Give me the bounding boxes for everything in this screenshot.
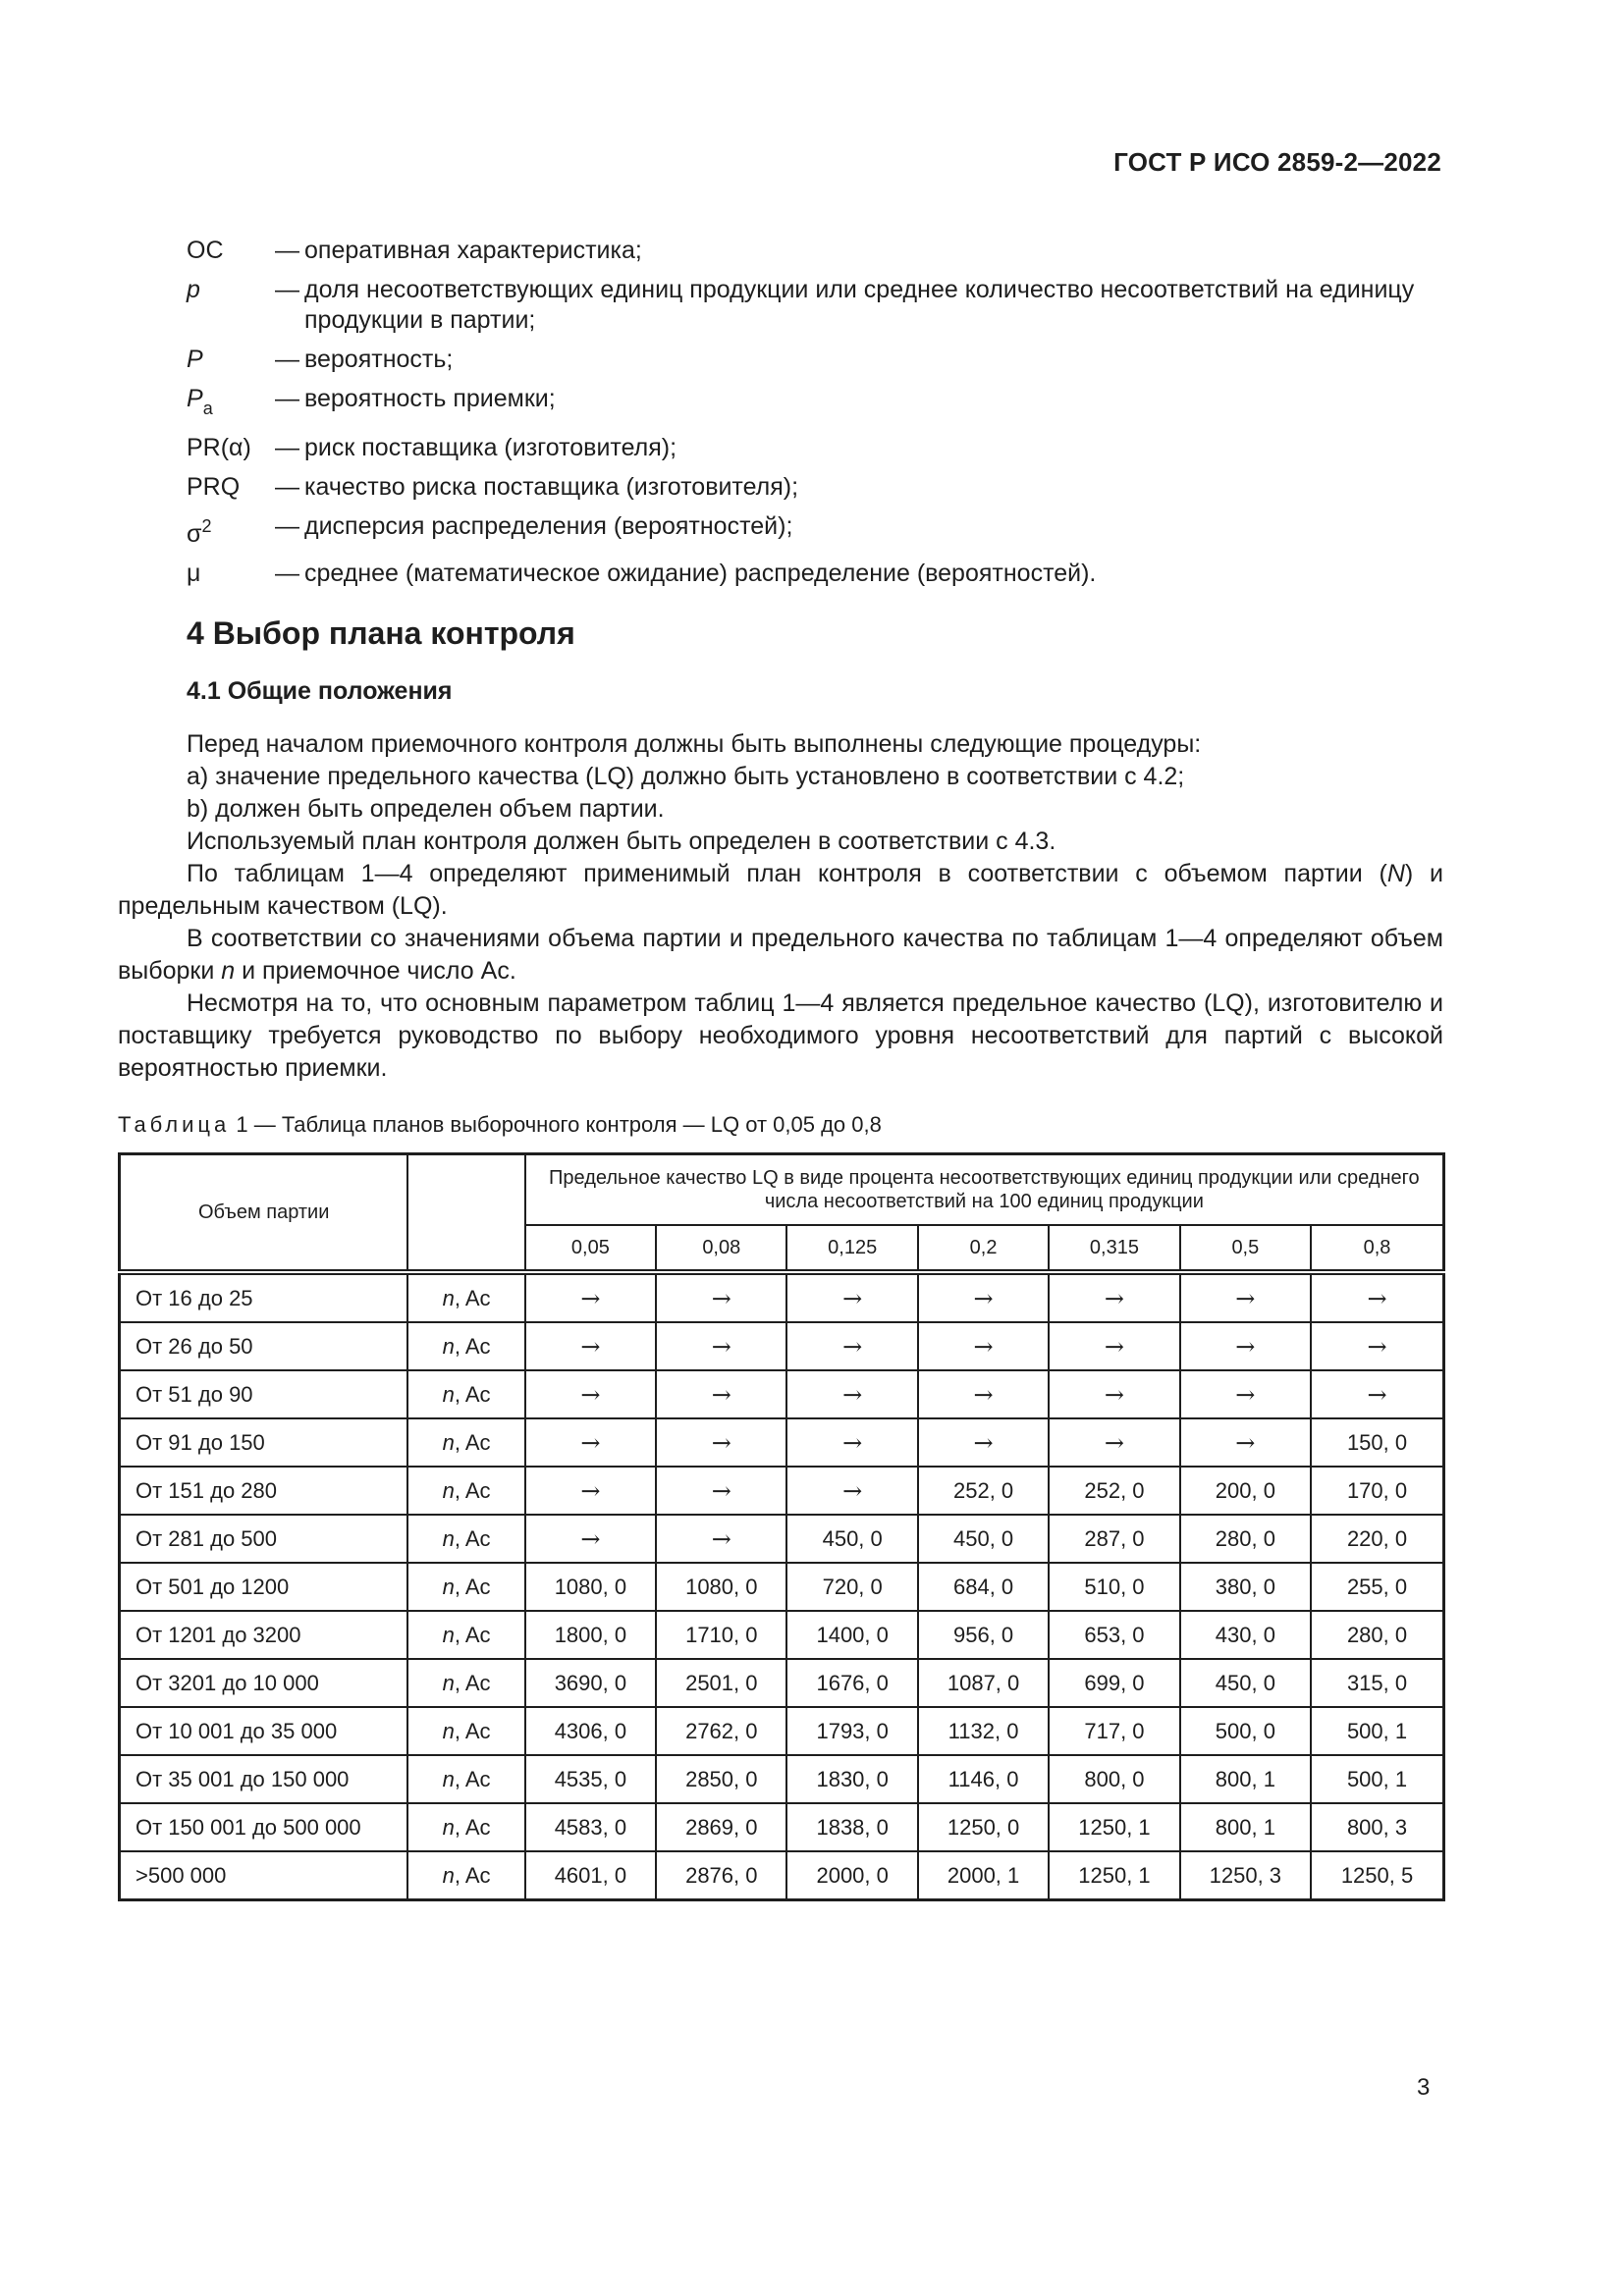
plan-value-cell: 4535, 0	[525, 1755, 656, 1803]
abbreviation-item	[187, 345, 1443, 375]
abbreviation-definition: вероятность приемки;	[304, 385, 556, 412]
subsection-heading: 4.1 Общие положения	[187, 677, 453, 705]
abbreviation-definition: доля несоответствующих единиц продукции или среднее количество несоответствий на единицу продукции в партии;	[304, 276, 1415, 334]
section-heading: 4 Выбор плана контроля	[187, 615, 575, 651]
arrow-right-icon: →	[1049, 1418, 1179, 1467]
section-body	[118, 728, 1443, 1085]
plan-value-cell: 4583, 0	[525, 1803, 656, 1851]
abbreviation-dash: —	[275, 346, 299, 373]
param-rest: , Ac	[454, 1622, 491, 1647]
header-lq-value: 0,8	[1311, 1225, 1443, 1272]
arrow-right-icon: →	[1180, 1370, 1311, 1418]
text-run: По таблицам 1—4 определяют применимый план контроля в соответствии с объемом партии (	[187, 860, 1387, 887]
param-variable: n	[442, 1814, 455, 1840]
plan-value-cell: 430, 0	[1180, 1611, 1311, 1659]
plan-value-cell: 1087, 0	[918, 1659, 1049, 1707]
arrow-right-icon: →	[1049, 1322, 1179, 1370]
arrow-right-icon: →	[656, 1370, 786, 1418]
lot-size-cell: От 16 до 25	[120, 1272, 408, 1322]
param-variable: n	[442, 1670, 455, 1695]
param-cell	[407, 1803, 524, 1851]
arrow-right-icon: →	[656, 1322, 786, 1370]
arrow-right-icon: →	[1180, 1418, 1311, 1467]
abbreviation-symbol: P	[187, 346, 203, 373]
param-cell	[407, 1322, 524, 1370]
param-variable: n	[442, 1477, 455, 1503]
lot-size-cell: От 51 до 90	[120, 1370, 408, 1418]
plan-value-cell: 315, 0	[1311, 1659, 1443, 1707]
plan-value-cell: 450, 0	[786, 1515, 917, 1563]
abbreviation-item	[187, 275, 1443, 336]
abbreviation-dash: —	[275, 512, 299, 540]
table-row	[120, 1659, 1444, 1707]
table-row	[120, 1515, 1444, 1563]
param-cell	[407, 1563, 524, 1611]
header-lq-value: 0,08	[656, 1225, 786, 1272]
plan-value-cell: 200, 0	[1180, 1467, 1311, 1515]
param-rest: , Ac	[454, 1381, 491, 1407]
abbreviation-dash: —	[275, 276, 299, 303]
param-variable: n	[442, 1718, 455, 1743]
header-lq-value: 0,125	[786, 1225, 917, 1272]
param-cell	[407, 1467, 524, 1515]
arrow-right-icon: →	[918, 1370, 1049, 1418]
plan-value-cell: 1132, 0	[918, 1707, 1049, 1755]
plan-value-cell: 220, 0	[1311, 1515, 1443, 1563]
table-row	[120, 1272, 1444, 1322]
plan-value-cell: 800, 1	[1180, 1755, 1311, 1803]
abbreviation-dash: —	[275, 473, 299, 501]
plan-value-cell: 252, 0	[918, 1467, 1049, 1515]
table-row	[120, 1563, 1444, 1611]
arrow-right-icon: →	[1311, 1272, 1443, 1322]
arrow-right-icon: →	[786, 1322, 917, 1370]
paragraph: Несмотря на то, что основным параметром таблиц 1—4 является предельное качество (LQ), изготовителю и поставщику требуется руководство по выбору необходимого уровня несоответствий для партий с высокой вероятностью приемки.	[118, 989, 1443, 1082]
paragraph: Используемый план контроля должен быть определен в соответствии с 4.3.	[187, 828, 1056, 855]
param-rest: , Ac	[454, 1285, 491, 1310]
plan-value-cell: 1250, 0	[918, 1803, 1049, 1851]
header-lq-group: Предельное качество LQ в виде процента несоответствующих единиц продукции или среднего числа несоответствий на 100 единиц продукции	[525, 1154, 1444, 1226]
abbreviation-item	[187, 384, 1443, 424]
abbreviation-definition: качество риска поставщика (изготовителя);	[304, 473, 799, 501]
param-rest: , Ac	[454, 1718, 491, 1743]
plan-value-cell: 280, 0	[1180, 1515, 1311, 1563]
plan-value-cell: 500, 1	[1311, 1707, 1443, 1755]
table-row	[120, 1418, 1444, 1467]
param-cell	[407, 1659, 524, 1707]
param-rest: , Ac	[454, 1670, 491, 1695]
abbreviation-item	[187, 511, 1443, 550]
plan-value-cell: 510, 0	[1049, 1563, 1179, 1611]
table-row	[120, 1611, 1444, 1659]
list-item-a: a) значение предельного качества (LQ) должно быть установлено в соответствии с 4.2;	[187, 763, 1185, 790]
header-lq-value: 0,2	[918, 1225, 1049, 1272]
param-rest: , Ac	[454, 1862, 491, 1888]
abbreviation-item	[187, 236, 1443, 266]
plan-value-cell: 2850, 0	[656, 1755, 786, 1803]
param-cell	[407, 1515, 524, 1563]
header-param-blank	[407, 1154, 524, 1273]
arrow-right-icon: →	[786, 1467, 917, 1515]
plan-value-cell: 1250, 3	[1180, 1851, 1311, 1900]
table-row	[120, 1322, 1444, 1370]
plan-value-cell: 1710, 0	[656, 1611, 786, 1659]
plan-value-cell: 150, 0	[1311, 1418, 1443, 1467]
param-variable: n	[442, 1333, 455, 1359]
plan-value-cell: 2762, 0	[656, 1707, 786, 1755]
arrow-right-icon: →	[656, 1418, 786, 1467]
abbreviation-item	[187, 472, 1443, 503]
abbreviation-symbol: p	[187, 276, 200, 303]
param-variable: n	[442, 1622, 455, 1647]
header-lq-value: 0,5	[1180, 1225, 1311, 1272]
paragraph: Перед началом приемочного контроля должны быть выполнены следующие процедуры:	[187, 730, 1202, 758]
abbreviation-symbol	[187, 511, 275, 550]
arrow-right-icon: →	[1311, 1370, 1443, 1418]
param-rest: , Ac	[454, 1814, 491, 1840]
param-rest: , Ac	[454, 1766, 491, 1791]
abbreviation-symbol	[187, 384, 275, 424]
plan-value-cell: 1080, 0	[525, 1563, 656, 1611]
plan-value-cell: 653, 0	[1049, 1611, 1179, 1659]
param-cell	[407, 1272, 524, 1322]
abbreviation-symbol: PRQ	[187, 473, 241, 501]
plan-value-cell: 450, 0	[1180, 1659, 1311, 1707]
plan-value-cell: 4601, 0	[525, 1851, 656, 1900]
plan-value-cell: 1830, 0	[786, 1755, 917, 1803]
abbreviation-definition: риск поставщика (изготовителя);	[304, 434, 677, 461]
abbreviation-symbol: μ	[187, 560, 201, 587]
symbol-superscript: 2	[201, 516, 212, 536]
table-row	[120, 1707, 1444, 1755]
plan-value-cell: 287, 0	[1049, 1515, 1179, 1563]
abbreviation-item	[187, 433, 1443, 463]
plan-value-cell: 3690, 0	[525, 1659, 656, 1707]
variable: N	[1386, 860, 1405, 887]
list-item-b: b) должен быть определен объем партии.	[187, 795, 665, 823]
arrow-right-icon: →	[918, 1322, 1049, 1370]
plan-value-cell: 800, 0	[1049, 1755, 1179, 1803]
symbol-base: σ	[187, 520, 202, 548]
table-caption-text: 1 — Таблица планов выборочного контроля — LQ от 0,05 до 0,8	[230, 1112, 882, 1137]
plan-value-cell: 800, 3	[1311, 1803, 1443, 1851]
text-run: В соответствии со значениями объема партии и предельного качества по таблицам 1—4 определяют объем выборки	[118, 925, 1443, 985]
table-caption-label: Таблица	[118, 1112, 231, 1137]
arrow-right-icon: →	[525, 1272, 656, 1322]
abbreviation-dash: —	[275, 237, 299, 264]
param-rest: , Ac	[454, 1525, 491, 1551]
arrow-right-icon: →	[525, 1515, 656, 1563]
param-variable: n	[442, 1766, 455, 1791]
param-rest: , Ac	[454, 1429, 491, 1455]
abbreviation-list	[187, 236, 1443, 598]
param-cell	[407, 1611, 524, 1659]
param-variable: n	[442, 1574, 455, 1599]
plan-value-cell: 684, 0	[918, 1563, 1049, 1611]
arrow-right-icon: →	[656, 1467, 786, 1515]
arrow-right-icon: →	[786, 1272, 917, 1322]
plan-value-cell: 500, 0	[1180, 1707, 1311, 1755]
text-run: ) и предельным качеством (LQ).	[118, 860, 1443, 920]
table-row	[120, 1370, 1444, 1418]
plan-value-cell: 800, 1	[1180, 1803, 1311, 1851]
arrow-right-icon: →	[1180, 1322, 1311, 1370]
abbreviation-definition: дисперсия распределения (вероятностей);	[304, 512, 793, 540]
param-rest: , Ac	[454, 1477, 491, 1503]
param-cell	[407, 1755, 524, 1803]
arrow-right-icon: →	[656, 1515, 786, 1563]
lot-size-cell: От 3201 до 10 000	[120, 1659, 408, 1707]
plan-value-cell: 699, 0	[1049, 1659, 1179, 1707]
plan-value-cell: 1146, 0	[918, 1755, 1049, 1803]
abbreviation-dash: —	[275, 560, 299, 587]
arrow-right-icon: →	[525, 1467, 656, 1515]
table-row	[120, 1467, 1444, 1515]
lot-size-cell: От 151 до 280	[120, 1467, 408, 1515]
abbreviation-definition: вероятность;	[304, 346, 454, 373]
plan-value-cell: 252, 0	[1049, 1467, 1179, 1515]
lot-size-cell: >500 000	[120, 1851, 408, 1900]
abbreviation-dash: —	[275, 385, 299, 412]
arrow-right-icon: →	[1311, 1322, 1443, 1370]
arrow-right-icon: →	[786, 1370, 917, 1418]
abbreviation-definition: среднее (математическое ожидание) распределение (вероятностей).	[304, 560, 1097, 587]
paragraph	[118, 858, 1443, 923]
param-rest: , Ac	[454, 1574, 491, 1599]
plan-value-cell: 1676, 0	[786, 1659, 917, 1707]
plan-value-cell: 280, 0	[1311, 1611, 1443, 1659]
header-lot-size: Объем партии	[120, 1154, 408, 1273]
lot-size-cell: От 26 до 50	[120, 1322, 408, 1370]
plan-value-cell: 956, 0	[918, 1611, 1049, 1659]
param-variable: n	[442, 1429, 455, 1455]
plan-value-cell: 1250, 5	[1311, 1851, 1443, 1900]
abbreviation-symbol: OC	[187, 237, 224, 264]
sampling-plan-table	[118, 1152, 1445, 1901]
arrow-right-icon: →	[918, 1272, 1049, 1322]
arrow-right-icon: →	[786, 1418, 917, 1467]
param-cell	[407, 1418, 524, 1467]
plan-value-cell: 4306, 0	[525, 1707, 656, 1755]
plan-value-cell: 2876, 0	[656, 1851, 786, 1900]
arrow-right-icon: →	[525, 1322, 656, 1370]
arrow-right-icon: →	[656, 1272, 786, 1322]
plan-value-cell: 1250, 1	[1049, 1851, 1179, 1900]
variable: n	[221, 957, 236, 985]
abbreviation-dash: —	[275, 434, 299, 461]
plan-value-cell: 720, 0	[786, 1563, 917, 1611]
lot-size-cell: От 150 001 до 500 000	[120, 1803, 408, 1851]
arrow-right-icon: →	[1049, 1272, 1179, 1322]
lot-size-cell: От 91 до 150	[120, 1418, 408, 1467]
param-rest: , Ac	[454, 1333, 491, 1359]
table-caption	[118, 1112, 882, 1138]
page-number: 3	[1417, 2074, 1431, 2101]
param-cell	[407, 1370, 524, 1418]
paragraph	[118, 923, 1443, 988]
header-lq-value: 0,315	[1049, 1225, 1179, 1272]
param-variable: n	[442, 1285, 455, 1310]
lot-size-cell: От 1201 до 3200	[120, 1611, 408, 1659]
plan-value-cell: 1800, 0	[525, 1611, 656, 1659]
arrow-right-icon: →	[1049, 1370, 1179, 1418]
header-lq-value: 0,05	[525, 1225, 656, 1272]
arrow-right-icon: →	[525, 1370, 656, 1418]
table-row	[120, 1851, 1444, 1900]
symbol-subscript: a	[202, 399, 213, 418]
document-code: ГОСТ Р ИСО 2859-2—2022	[1113, 147, 1441, 177]
table-row	[120, 1755, 1444, 1803]
plan-value-cell: 2000, 0	[786, 1851, 917, 1900]
lot-size-cell: От 10 001 до 35 000	[120, 1707, 408, 1755]
param-cell	[407, 1851, 524, 1900]
plan-value-cell: 2501, 0	[656, 1659, 786, 1707]
lot-size-cell: От 501 до 1200	[120, 1563, 408, 1611]
arrow-right-icon: →	[918, 1418, 1049, 1467]
table-row	[120, 1803, 1444, 1851]
param-variable: n	[442, 1525, 455, 1551]
symbol-base: P	[187, 385, 203, 412]
lot-size-cell: От 281 до 500	[120, 1515, 408, 1563]
param-variable: n	[442, 1862, 455, 1888]
arrow-right-icon: →	[1180, 1272, 1311, 1322]
plan-value-cell: 2000, 1	[918, 1851, 1049, 1900]
param-variable: n	[442, 1381, 455, 1407]
arrow-right-icon: →	[525, 1418, 656, 1467]
plan-value-cell: 500, 1	[1311, 1755, 1443, 1803]
plan-value-cell: 717, 0	[1049, 1707, 1179, 1755]
plan-value-cell: 1793, 0	[786, 1707, 917, 1755]
lot-size-cell: От 35 001 до 150 000	[120, 1755, 408, 1803]
plan-value-cell: 1250, 1	[1049, 1803, 1179, 1851]
abbreviation-definition: оперативная характеристика;	[304, 237, 642, 264]
abbreviation-item	[187, 559, 1443, 589]
abbreviation-symbol: PR(α)	[187, 434, 251, 461]
plan-value-cell: 1080, 0	[656, 1563, 786, 1611]
text-run: и приемочное число Ac.	[235, 957, 516, 985]
plan-value-cell: 380, 0	[1180, 1563, 1311, 1611]
param-cell	[407, 1707, 524, 1755]
plan-value-cell: 255, 0	[1311, 1563, 1443, 1611]
plan-value-cell: 1400, 0	[786, 1611, 917, 1659]
plan-value-cell: 170, 0	[1311, 1467, 1443, 1515]
plan-value-cell: 450, 0	[918, 1515, 1049, 1563]
plan-value-cell: 1838, 0	[786, 1803, 917, 1851]
plan-value-cell: 2869, 0	[656, 1803, 786, 1851]
